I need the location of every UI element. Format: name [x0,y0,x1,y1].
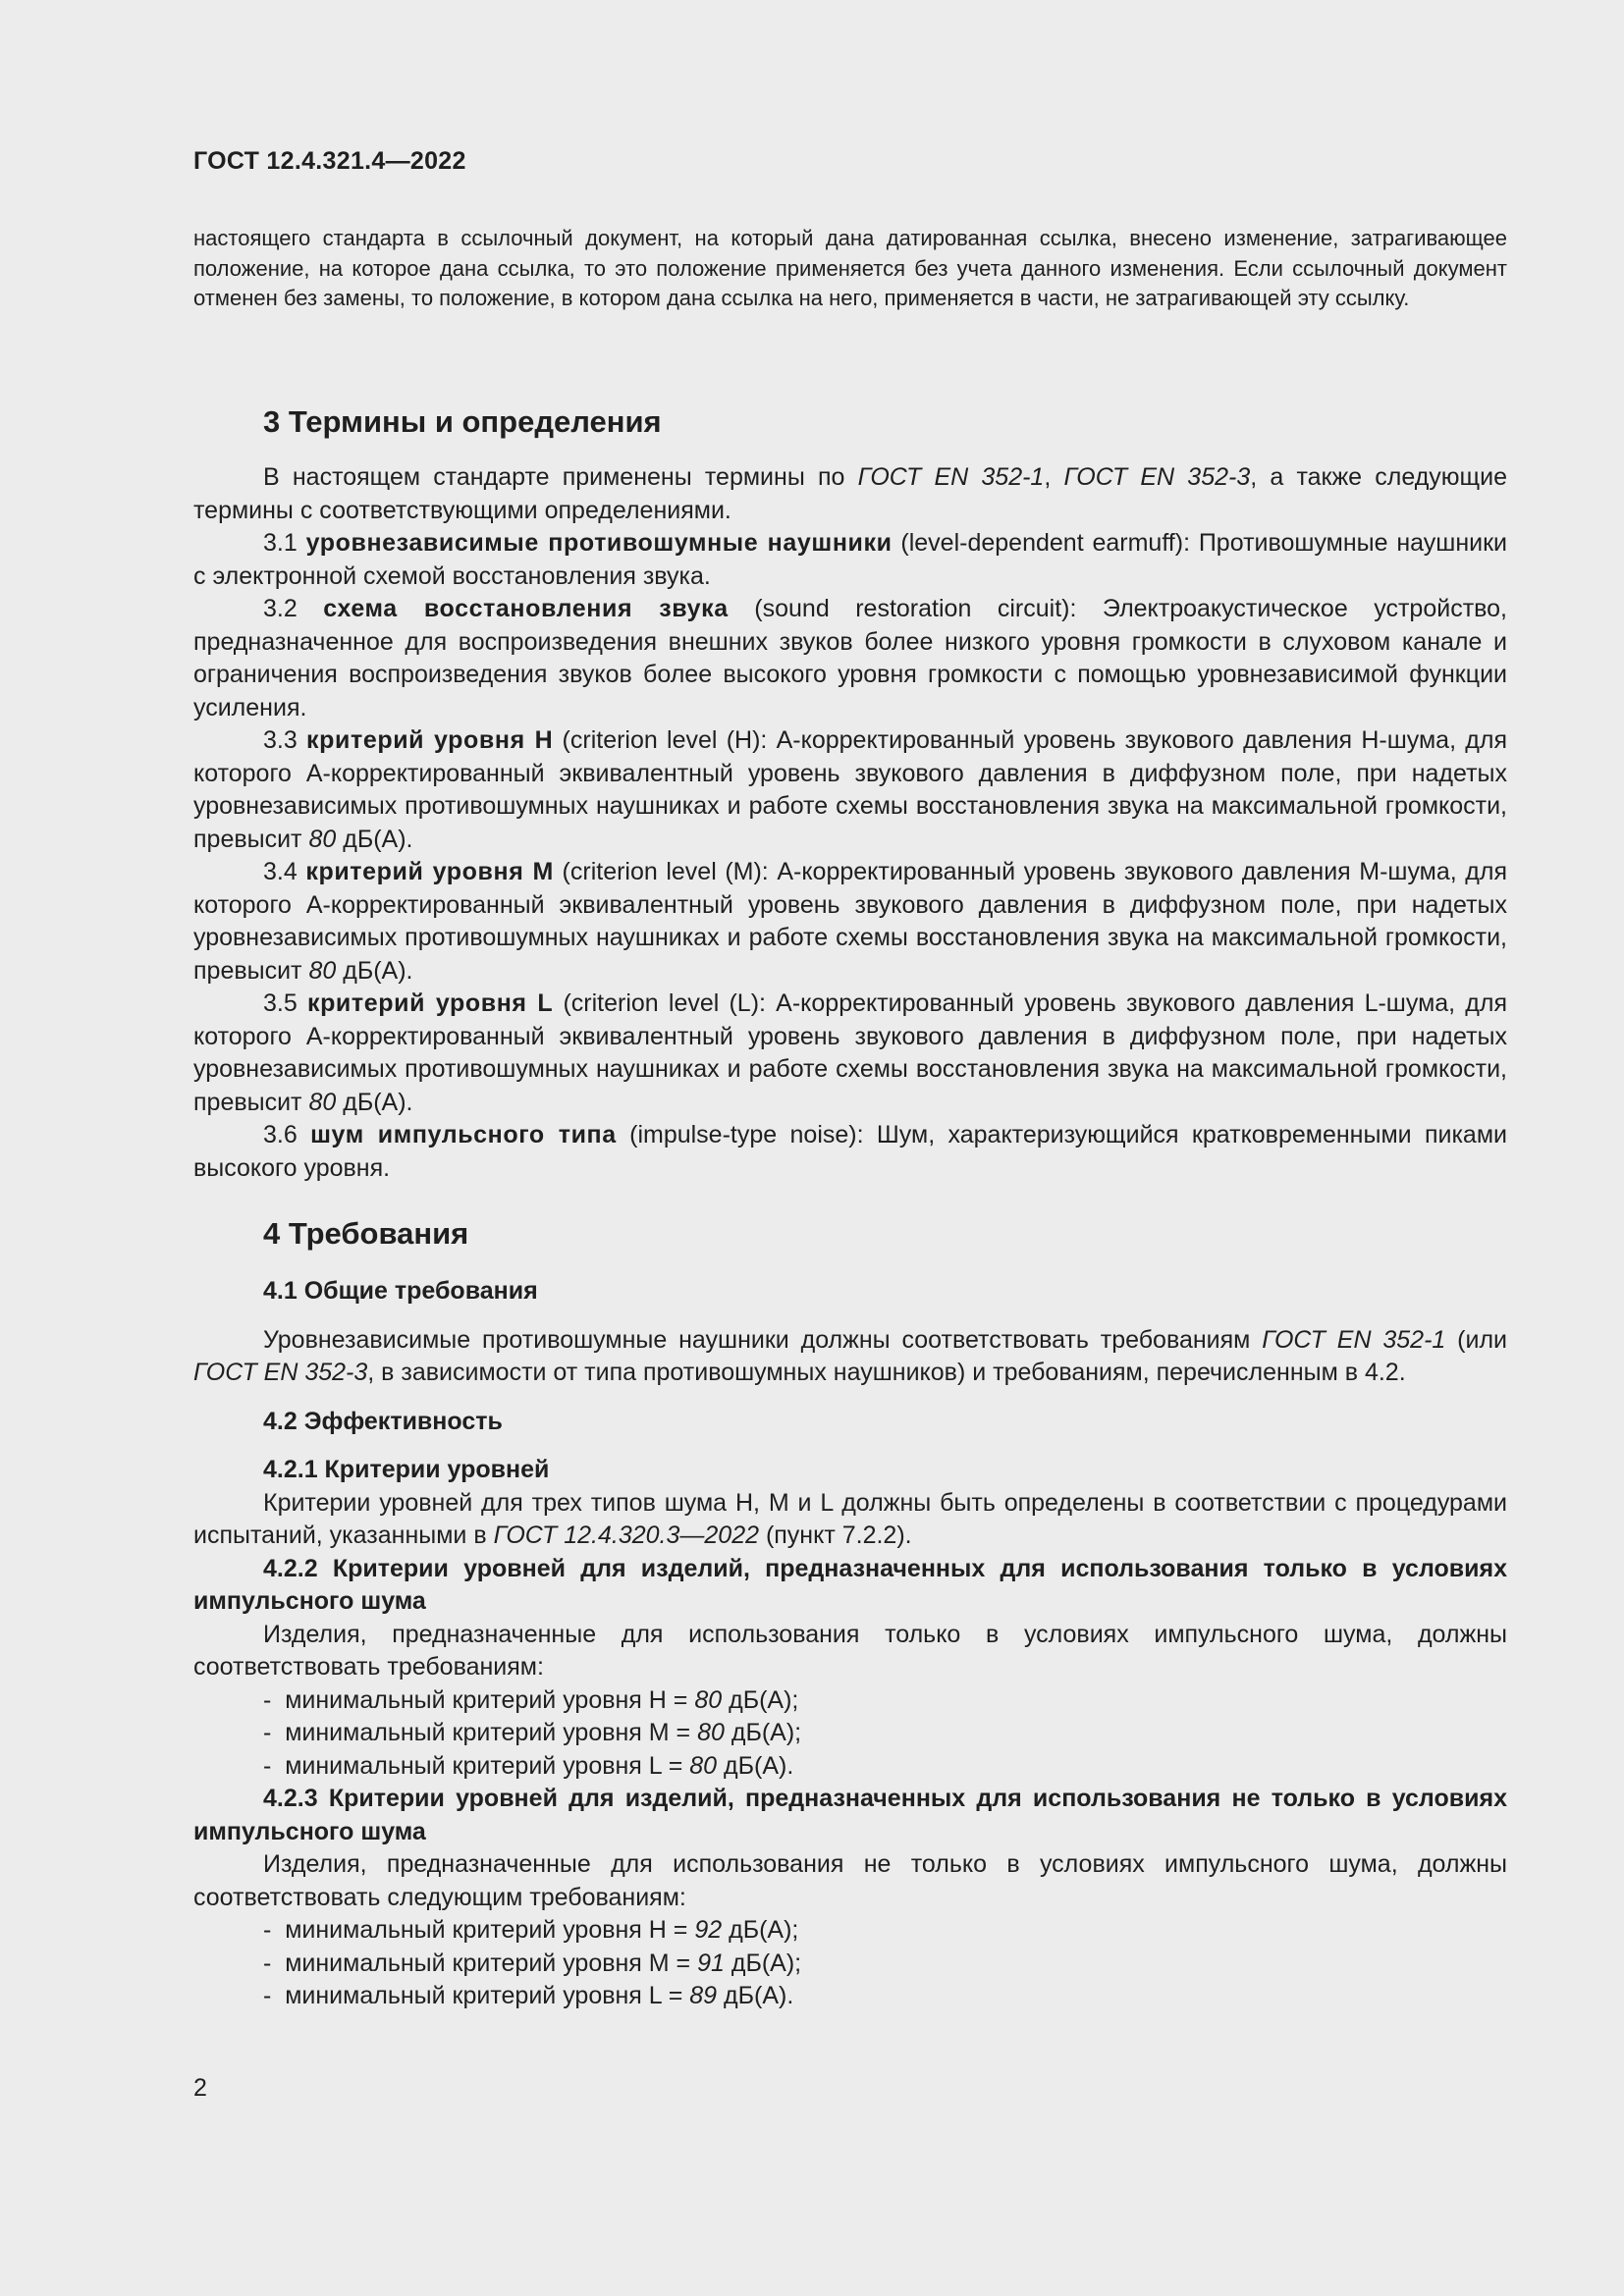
term-name: критерий уровня L [306,989,554,1017]
continuation-paragraph [193,224,1507,314]
list-item: - минимальный критерий уровня H = 92 дБ(А); [263,1914,1507,1948]
subsection-4-2-3-text: Изделия, предназначенные для использования не только в условиях импульсного шума, должны соответствовать следующим требованиям: [193,1850,1507,1911]
list-item: - минимальный критерий уровня M = 80 дБ(А); [263,1717,1507,1750]
subsection-4-2-3-heading: 4.2.3 Критерии уровней для изделий, предназначенных для использования не только в условиях импульсного шума [193,1785,1507,1845]
section-3-heading: 3 Термины и определения [263,404,662,439]
term-name: схема восстановления звука [323,595,729,622]
subsection-4-2-2-text: Изделия, предназначенные для использования только в условиях импульсного шума, должны соответствовать требованиям: [193,1620,1507,1681]
document-body [193,402,1507,2013]
subsection-4-2-heading: 4.2 Эффективность [263,1407,503,1435]
list-item: - минимальный критерий уровня M = 91 дБ(А); [263,1948,1507,1981]
subsection-4-1-heading: 4.1 Общие требования [263,1277,538,1305]
reference-gost-en-352-3: ГОСТ EN 352-3 [1063,463,1251,491]
reference-gost-en-352-1: ГОСТ EN 352-1 [857,463,1045,491]
continuation-text: настоящего стандарта в ссылочный документ, на который дана датированная ссылка, внесено изменение, затрагивающее положение, на которое дана ссылка, то это положение применяется без учета данного изменения. Если ссылочный документ отменен без замены, то положение, в котором дана ссылка на него, применяется в части, не затрагивающей эту ссылку. [193,226,1507,310]
section-4-heading: 4 Требования [263,1216,469,1251]
requirements-list-impulse-only [193,1684,1507,1784]
subsection-4-2-1-heading: 4.2.1 Критерии уровней [263,1456,550,1483]
term-name: критерий уровня М [305,858,554,885]
subsection-4-2-1-text: Критерии уровней для трех типов шума H, M и L должны быть определены в соответствии с процедурами испытаний, указанными в ГОСТ 12.4.320.3—2022 (пункт 7.2.2). [193,1488,1507,1549]
document-header: ГОСТ 12.4.321.4—2022 [193,147,466,175]
requirements-list-general [193,1914,1507,2013]
term-name: уровнезависимые противошумные наушники [305,529,893,557]
page-number: 2 [193,2074,207,2102]
list-item: - минимальный критерий уровня L = 80 дБ(А). [263,1750,1507,1784]
term-3-6: 3.6 шум импульсного типа (impulse-type noise): Шум, характеризующийся кратковременными пиками высокого уровня. [193,1121,1507,1182]
term-3-4: 3.4 критерий уровня М (criterion level (M): А-корректированный уровень звукового давления M-шума, для которого А-корректированный эквивалентный уровень звукового давления в диффузном поле, при надетых уровнезависимых противошумных наушниках и работе схемы восстановления звука на максимальной громкости, превысит 80 дБ(А). [193,858,1507,985]
term-name: шум импульсного типа [310,1121,617,1148]
section-3-intro: В настоящем стандарте применены термины по ГОСТ EN 352-1, ГОСТ EN 352-3, а также следующие термины с соответствующими определениями. [193,463,1507,524]
term-3-2: 3.2 схема восстановления звука (sound restoration circuit): Электроакустическое устройство, предназначенное для воспроизведения внешних звуков более низкого уровня громкости в слуховом канале и ограничения воспроизведения звуков более высокого уровня громкости с помощью уровнезависимой функции усиления. [193,595,1507,721]
term-3-3: 3.3 критерий уровня H (criterion level (H): А-корректированный уровень звукового давления H-шума, для которого А-корректированный эквивалентный уровень звукового давления в диффузном поле, при надетых уровнезависимых противошумных наушниках и работе схемы восстановления звука на максимальной громкости, превысит 80 дБ(А). [193,726,1507,853]
term-3-5: 3.5 критерий уровня L (criterion level (L): А-корректированный уровень звукового давления L-шума, для которого А-корректированный эквивалентный уровень звукового давления в диффузном поле, при надетых уровнезависимых противошумных наушниках и работе схемы восстановления звука на максимальной громкости, превысит 80 дБ(А). [193,989,1508,1116]
term-name: критерий уровня H [306,726,554,754]
list-item: - минимальный критерий уровня H = 80 дБ(А); [263,1684,1507,1718]
list-item: - минимальный критерий уровня L = 89 дБ(А). [263,1980,1507,2013]
term-3-1: 3.1 уровнезависимые противошумные наушники (level-dependent earmuff): Противошумные наушники с электронной схемой восстановления звука. [193,529,1508,590]
subsection-4-2-2-heading: 4.2.2 Критерии уровней для изделий, предназначенных для использования только в условиях импульсного шума [193,1554,1507,1615]
subsection-4-1-text: Уровнезависимые противошумные наушники должны соответствовать требованиям ГОСТ EN 352-1 (или ГОСТ EN 352-3, в зависимости от типа противошумных наушников) и требованиям, перечисленным в 4.2. [193,1325,1508,1386]
